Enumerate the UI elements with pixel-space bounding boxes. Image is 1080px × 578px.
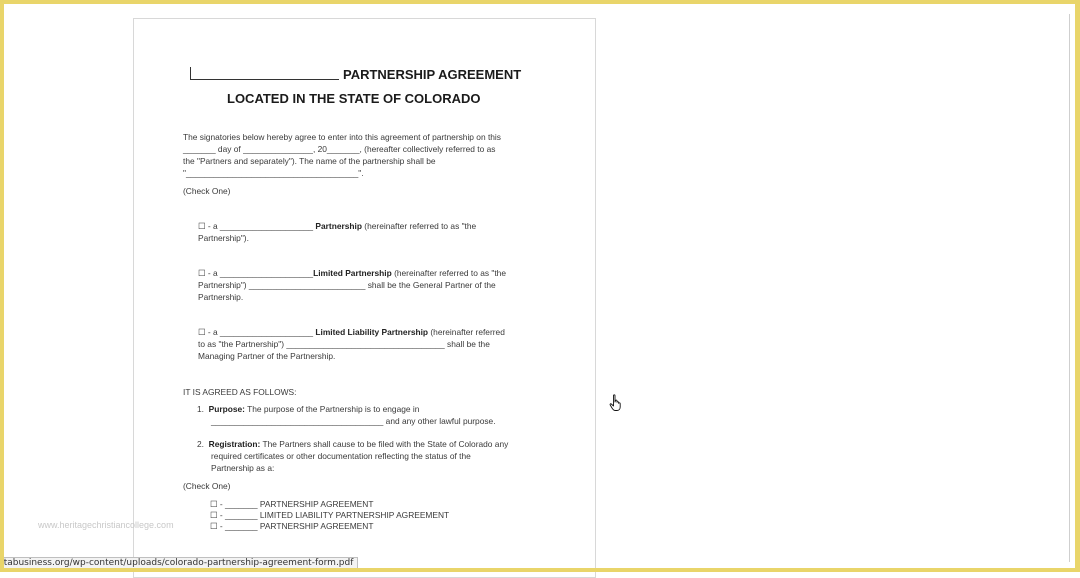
option-type: Limited Liability Partnership	[315, 327, 429, 337]
option-limited-liability-partnership[interactable]	[198, 326, 505, 338]
option-text: Partnership").	[198, 233, 249, 243]
option-text: Managing Partner of the Partnership.	[198, 351, 336, 361]
option-partnership[interactable]	[198, 220, 476, 232]
intro-line: "_____________________________________".	[183, 168, 364, 178]
intro-line: The signatories below hereby agree to enter into this agreement of partnership on this	[183, 132, 501, 142]
clause-text: required certificates or other documentation reflecting the status of the	[211, 451, 471, 461]
option-type: Partnership	[315, 221, 362, 231]
document-page[interactable]	[133, 18, 596, 578]
intro-line: the "Partners and separately"). The name of the partnership shall be	[183, 156, 436, 166]
option-suffix: (hereinafter referred	[428, 327, 505, 337]
clause-text: _____________________________________ and any other lawful purpose.	[211, 416, 496, 426]
option-prefix: ☐ - a ____________________	[198, 221, 316, 231]
check-one-label: (Check One)	[183, 481, 231, 491]
agreed-heading: IT IS AGREED AS FOLLOWS:	[183, 387, 297, 397]
watermark: www.heritagechristiancollege.com	[38, 520, 174, 530]
clause-number: 1.	[197, 404, 204, 414]
clause-registration	[197, 438, 508, 450]
status-bar-url: rtabusiness.org/wp-content/uploads/colorado-partnership-agreement-form.pdf	[0, 557, 358, 570]
option-text: Partnership.	[198, 292, 244, 302]
option-prefix: ☐ - a ____________________	[198, 327, 316, 337]
clause-number: 2.	[197, 439, 204, 449]
registration-option[interactable]: ☐ - _______ PARTNERSHIP AGREEMENT	[210, 521, 374, 531]
option-prefix: ☐ - a ____________________	[198, 268, 314, 278]
viewer-edge-line	[1069, 14, 1070, 562]
clause-heading: Registration:	[208, 439, 261, 449]
option-text: to as "the Partnership") __________________________________ shall be the	[198, 339, 490, 349]
option-text: Partnership") _________________________ shall be the General Partner of the	[198, 280, 496, 290]
option-type: Limited Partnership	[313, 268, 392, 278]
option-suffix: (hereinafter referred to as "the	[361, 221, 477, 231]
clause-text: The purpose of the Partnership is to engage in	[244, 404, 420, 414]
hand-pointer-icon	[609, 394, 623, 412]
clause-text: Partnership as a:	[211, 463, 275, 473]
clause-purpose	[197, 403, 419, 415]
option-limited-partnership[interactable]	[198, 267, 506, 279]
clause-heading: Purpose:	[208, 404, 245, 414]
registration-option[interactable]: ☐ - _______ PARTNERSHIP AGREEMENT	[210, 499, 374, 509]
title-text: PARTNERSHIP AGREEMENT	[343, 67, 522, 82]
option-suffix: (hereinafter referred to as "the	[391, 268, 506, 278]
check-one-label: (Check One)	[183, 186, 231, 196]
document-title	[190, 67, 521, 82]
title-blank	[190, 67, 339, 80]
intro-line: _______ day of _______________, 20_______, (hereafter collectively referred to as	[183, 144, 496, 154]
clause-text: The Partners shall cause to be filed with the State of Colorado any	[260, 439, 509, 449]
document-subtitle: LOCATED IN THE STATE OF COLORADO	[227, 91, 481, 106]
registration-option[interactable]: ☐ - _______ LIMITED LIABILITY PARTNERSHIP AGREEMENT	[210, 510, 450, 520]
